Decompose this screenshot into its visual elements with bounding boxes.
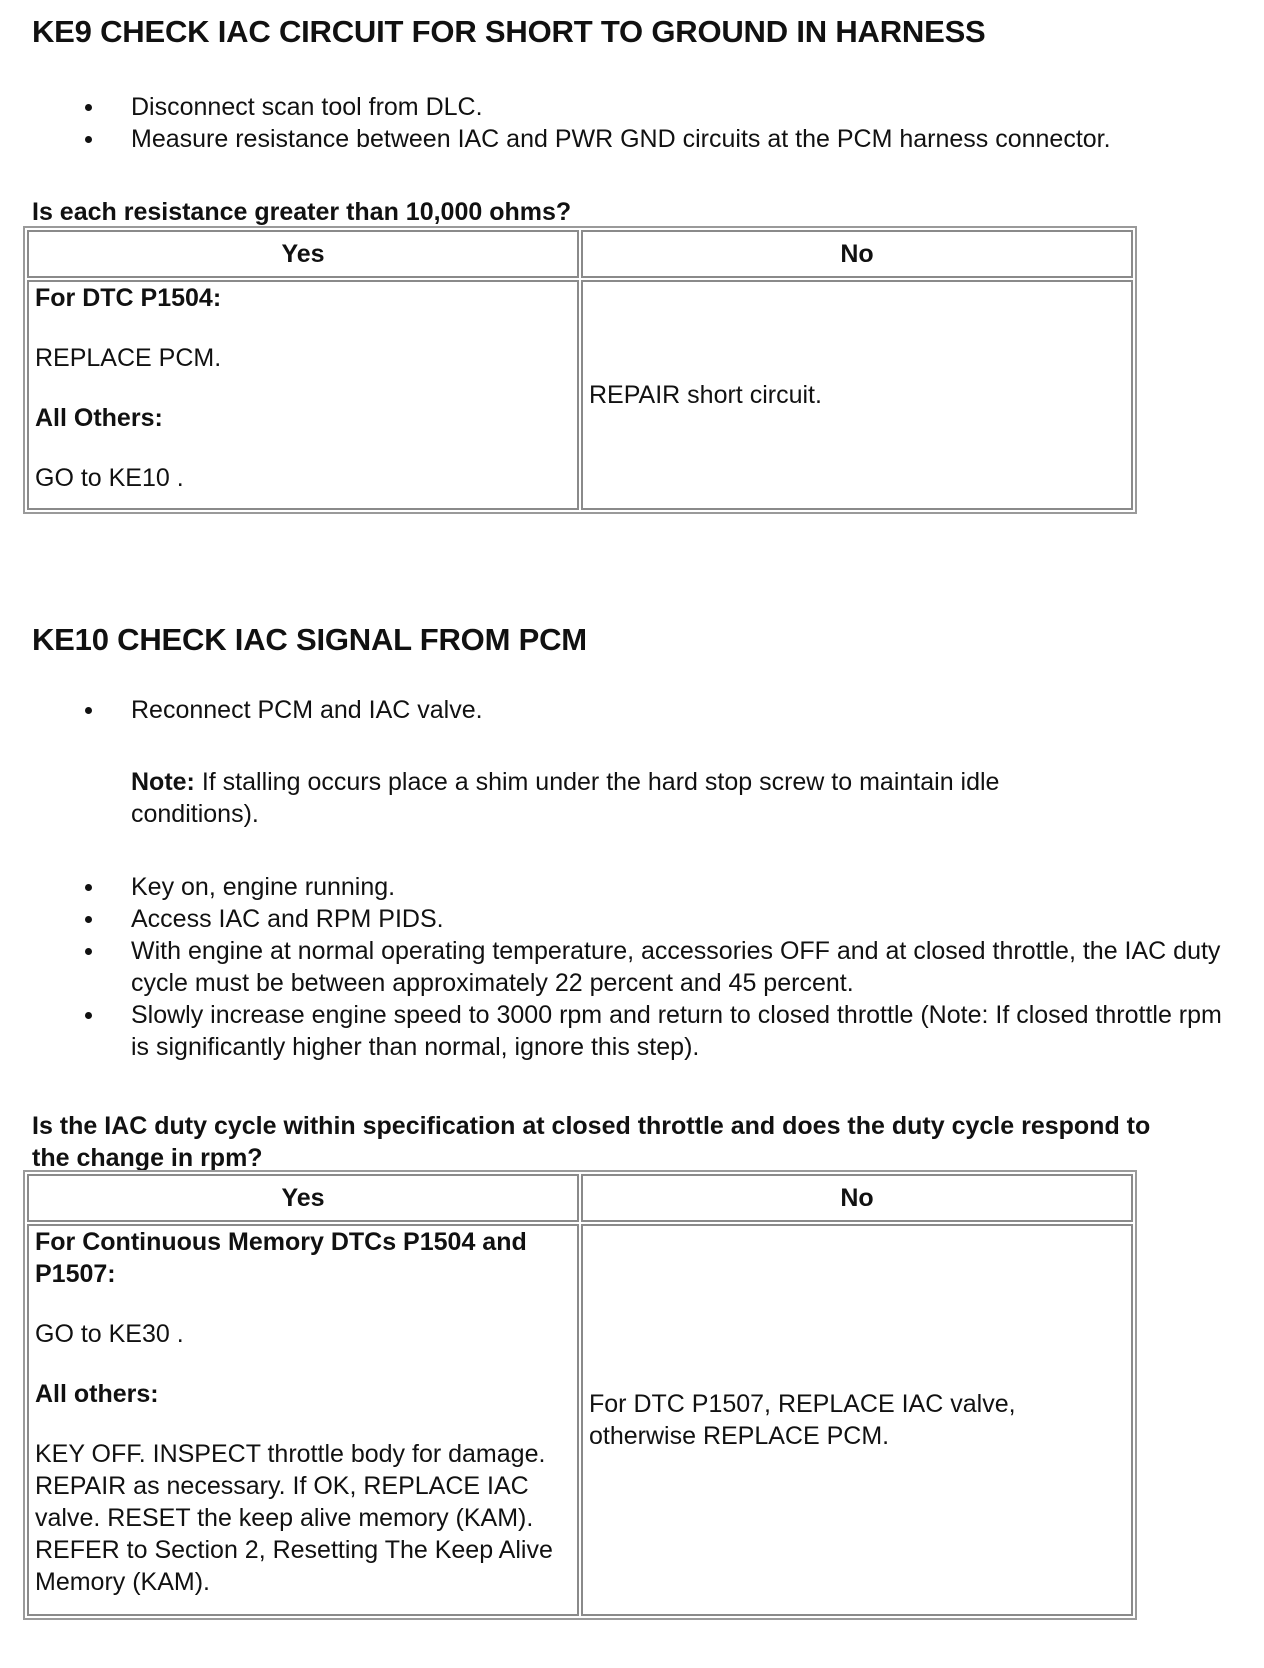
list-item: Reconnect PCM and IAC valve. bbox=[0, 694, 1240, 726]
list-item: Disconnect scan tool from DLC. bbox=[0, 91, 1240, 123]
ke9-yes-cell bbox=[27, 280, 579, 510]
bullet-icon bbox=[85, 136, 92, 143]
condition-label: For DTC P1504: bbox=[35, 284, 222, 312]
bullet-icon bbox=[85, 707, 92, 714]
action-text: GO to KE30 . bbox=[35, 1320, 184, 1348]
condition-label: All others: bbox=[35, 1380, 159, 1408]
section-heading-ke9: KE9 CHECK IAC CIRCUIT FOR SHORT TO GROUND IN HARNESS bbox=[32, 14, 986, 49]
note-text: If stalling occurs place a shim under the hard stop screw to maintain idle conditions). bbox=[131, 768, 1000, 828]
condition-label: For Continuous Memory DTCs P1504 and P1507: bbox=[35, 1228, 527, 1288]
ke10-note bbox=[131, 766, 1131, 830]
ke10-step-list-a bbox=[0, 694, 1240, 726]
column-header-yes: Yes bbox=[27, 1174, 579, 1222]
list-item: Slowly increase engine speed to 3000 rpm and return to closed throttle (Note: If closed throttle rpm is significantly higher than normal, ignore this step). bbox=[0, 999, 1240, 1063]
column-header-yes: Yes bbox=[27, 230, 579, 278]
bullet-icon bbox=[85, 948, 92, 955]
ke9-step-list bbox=[0, 91, 1240, 155]
ke9-decision-table bbox=[23, 226, 1137, 514]
ke10-no-cell: For DTC P1507, REPLACE IAC valve, otherwise REPLACE PCM. bbox=[581, 1224, 1133, 1616]
ke10-step-list-b bbox=[0, 871, 1240, 1063]
ke10-yes-cell bbox=[27, 1224, 579, 1616]
action-text: GO to KE10 . bbox=[35, 464, 184, 492]
ke9-question: Is each resistance greater than 10,000 ohms? bbox=[32, 198, 572, 226]
list-item: Key on, engine running. bbox=[0, 871, 1240, 903]
ke9-no-cell: REPAIR short circuit. bbox=[581, 280, 1133, 510]
bullet-icon bbox=[85, 1012, 92, 1019]
bullet-icon bbox=[85, 104, 92, 111]
note-label: Note: bbox=[131, 768, 195, 796]
list-item: With engine at normal operating temperature, accessories OFF and at closed throttle, the IAC duty cycle must be between approximately 22 percent and 45 percent. bbox=[0, 935, 1240, 999]
list-item: Access IAC and RPM PIDS. bbox=[0, 903, 1240, 935]
action-text: KEY OFF. INSPECT throttle body for damage. REPAIR as necessary. If OK, REPLACE IAC valve. RESET the keep alive memory (KAM). REFER to Section 2, Resetting The Keep Alive Memory (KAM). bbox=[35, 1440, 553, 1596]
bullet-icon bbox=[85, 884, 92, 891]
condition-label: All Others: bbox=[35, 404, 163, 432]
list-item: Measure resistance between IAC and PWR GND circuits at the PCM harness connector. bbox=[0, 123, 1240, 155]
column-header-no: No bbox=[581, 230, 1133, 278]
section-heading-ke10: KE10 CHECK IAC SIGNAL FROM PCM bbox=[32, 622, 587, 657]
bullet-icon bbox=[85, 916, 92, 923]
column-header-no: No bbox=[581, 1174, 1133, 1222]
action-text: REPLACE PCM. bbox=[35, 344, 222, 372]
ke10-decision-table bbox=[23, 1170, 1137, 1620]
ke10-question: Is the IAC duty cycle within specification at closed throttle and does the duty cycle respond to the change in rpm? bbox=[32, 1112, 1151, 1172]
